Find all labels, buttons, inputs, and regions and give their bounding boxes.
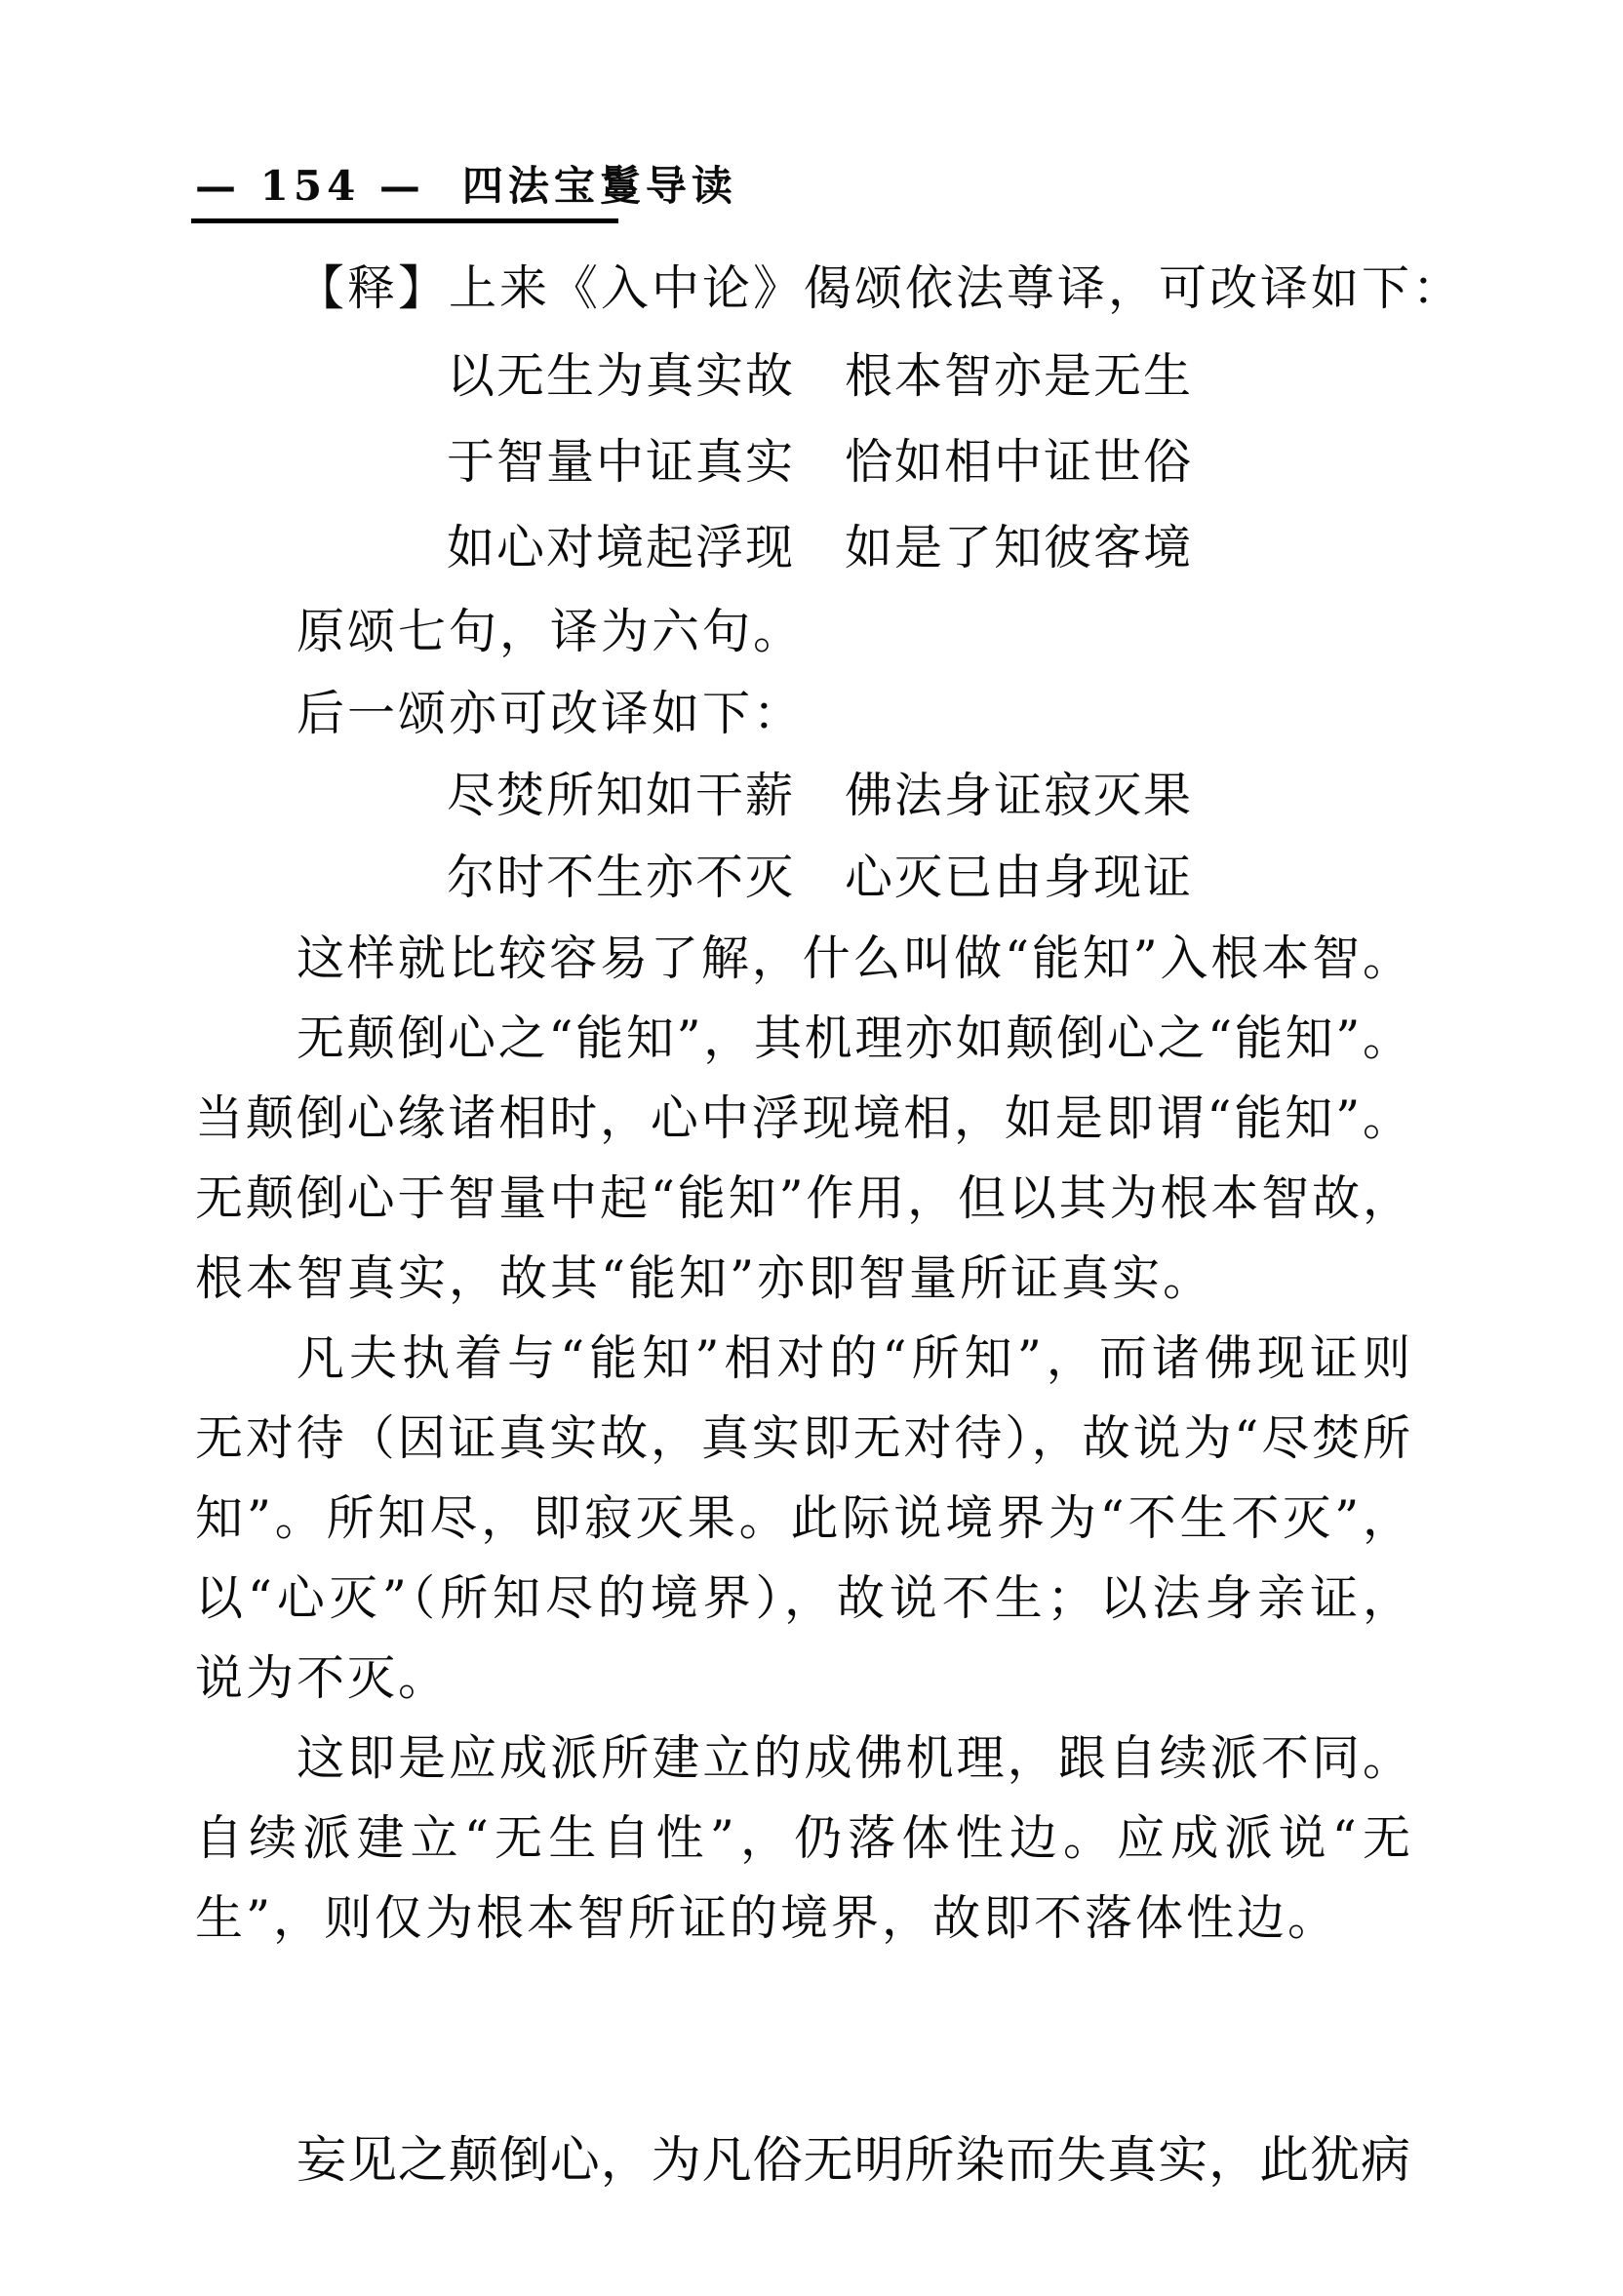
text-line: 以无生为真实故 根本智亦是无生 [447, 348, 1194, 404]
text-line: 尽焚所知如干薪 佛法身证寂灭果 [447, 768, 1194, 823]
text-line: 原颂七句，译为六句。 [297, 604, 805, 659]
text-line: 无颠倒心之“能知”，其机理亦如颠倒心之“能知”。 [297, 1010, 1410, 1066]
page-body [195, 244, 1464, 2203]
text-line: 尔时不生亦不灭 心灭已由身现证 [447, 850, 1194, 905]
text-line: 当颠倒心缘诸相时，心中浮现境相，如是即谓“能知”。 [195, 1090, 1410, 1146]
text-line: 这样就比较容易了解，什么叫做“能知”入根本智。 [297, 930, 1410, 986]
book-title: 四法宝鬘导读 [461, 162, 737, 210]
text-line: 无颠倒心于智量中起“能知”作用，但以其为根本智故， [195, 1170, 1410, 1226]
text-line: 生”，则仅为根本智所证的境界，故即不落体性边。 [195, 1890, 1339, 1946]
text-line: 知”。所知尽，即寂灭果。此际说境界为“不生不灭”， [195, 1490, 1410, 1546]
running-header [195, 154, 737, 213]
text-line: 如心对境起浮现 如是了知彼客境 [447, 520, 1194, 575]
text-line: 自续派建立“无生自性”，仍落体性边。应成派说“无 [195, 1810, 1410, 1866]
text-line: 说为不灭。 [195, 1650, 450, 1706]
text-line: 凡夫执着与“能知”相对的“所知”，而诸佛现证则 [297, 1330, 1410, 1386]
text-line: 【释】上来《入中论》偈颂依法尊译，可改译如下： [297, 260, 1464, 316]
text-line: 以“心灭”（所知尽的境界），故说不生；以法身亲证， [195, 1570, 1410, 1626]
page-number: — 154 — [195, 162, 425, 210]
text-line: 这即是应成派所建立的成佛机理，跟自续派不同。 [297, 1730, 1410, 1786]
text-line: 妄见之颠倒心，为凡俗无明所染而失真实，此犹病 [297, 2132, 1410, 2190]
header-rule [191, 218, 618, 223]
text-line: 无对待（因证真实故，真实即无对待），故说为“尽焚所 [195, 1410, 1410, 1466]
text-line: 于智量中证真实 恰如相中证世俗 [447, 434, 1194, 490]
text-line: 后一颂亦可改译如下： [297, 686, 805, 741]
text-line: 根本智真实，故其“能知”亦即智量所证真实。 [195, 1250, 1214, 1306]
